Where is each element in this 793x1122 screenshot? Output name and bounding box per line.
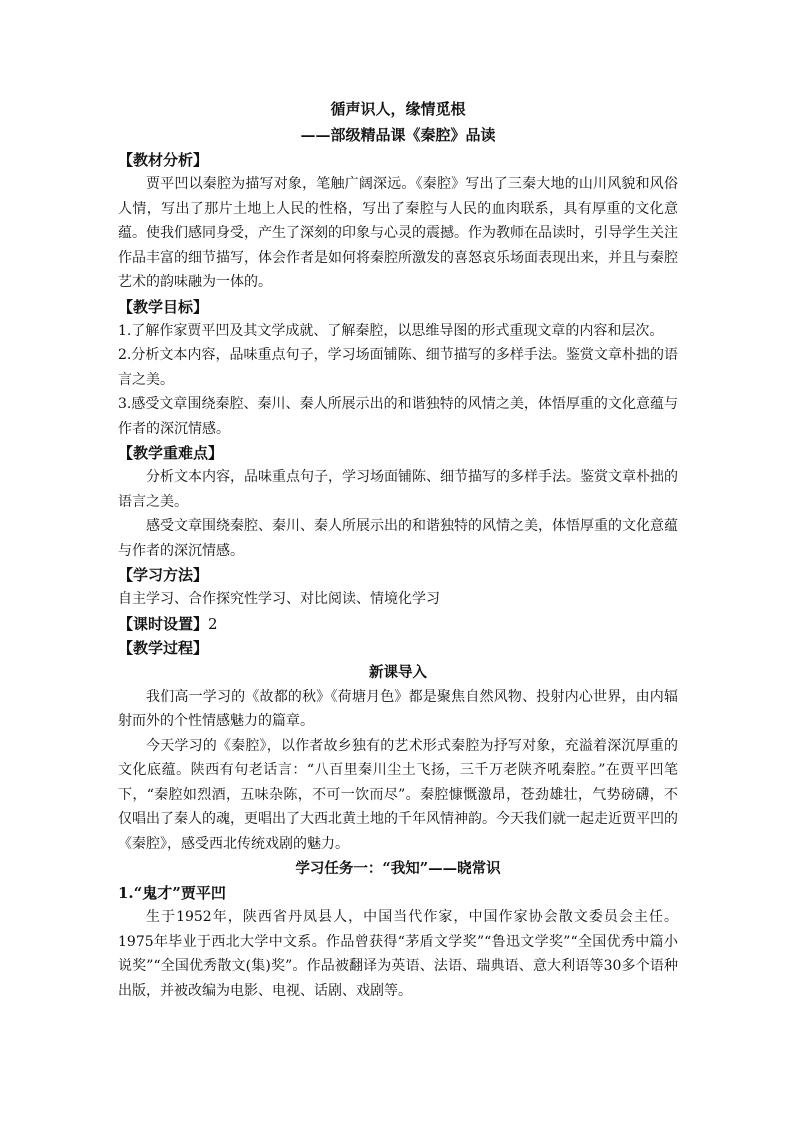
task1-subheading: 1.“鬼才”贾平凹 (118, 884, 226, 902)
task1-heading: 学习任务一：“我知”——晓常识 (295, 860, 501, 877)
task1-paragraph: 生于1952年，陕西省丹凤县人，中国当代作家，中国作家协会散文委员会主任。1975年毕业于西北大学中文系。作品曾获得“茅盾文学奖”“鲁迅文学奖”“全国优秀中篇小说奖”“全国优秀散文(集)奖”。作品被翻译为英语、法语、瑞典语、意大利语等30多个语种出版，并被改编为电影、电视、话剧、戏剧等。 (118, 909, 678, 999)
goal-item-2: 2.分析文本内容，品味重点句子，学习场面铺陈、细节描写的多样手法。鉴赏文章朴拙的语言之美。 (118, 347, 678, 388)
document-subtitle: ——部级精品课《秦腔》品读 (300, 126, 496, 144)
section-heading-hours (118, 612, 678, 636)
method-paragraph: 自主学习、合作探究性学习、对比阅读、情境化学习 (118, 591, 440, 607)
goal-item-3: 3.感受文章围绕秦腔、秦川、秦人所展示出的和谐独特的风情之美，体悟厚重的文化意蕴与作者的深沉情感。 (118, 396, 678, 437)
section-heading-goals: 【教学目标】 (118, 297, 209, 316)
section-heading-method: 【学习方法】 (118, 566, 209, 584)
key-point-1: 分析文本内容，品味重点句子，学习场面铺陈、细节描写的多样手法。鉴赏文章朴拙的语言之美。 (118, 469, 678, 510)
intro-heading: 新课导入 (369, 663, 427, 681)
section-heading-analysis: 【教材分析】 (118, 151, 209, 169)
section-heading-key-points: 【教学重难点】 (118, 444, 224, 462)
document-title: 循声识人，缘情觅根 (330, 100, 466, 118)
intro-paragraph-1: 我们高一学习的《故都的秋》《荷塘月色》都是聚焦自然风物、投射内心世界，由内辐射而外的个性情感魅力的篇章。 (118, 688, 678, 729)
hours-label: 【课时设置】 (118, 614, 209, 633)
analysis-paragraph: 贾平凹以秦腔为描写对象，笔触广阔深远。《秦腔》写出了三秦大地的山川风貌和风俗人情，写出了那片土地上人民的性格，写出了秦腔与人民的血肉联系，具有厚重的文化意蕴。使我们感同身受，产生了深刻的印象与心灵的震撼。作为教师在品读时，引导学生关注作品丰富的细节描写，体会作者是如何将秦腔所激发的喜怒哀乐场面表现出来，并且与秦腔艺术的韵味融为一体的。 (118, 176, 678, 290)
document-page (118, 96, 678, 1003)
hours-value: 2 (208, 614, 218, 633)
intro-paragraph-2: 今天学习的《秦腔》，以作者故乡独有的艺术形式秦腔为抒写对象，充溢着深沉厚重的文化底蕴。陕西有句老话言：“八百里秦川尘土飞扬，三千万老陕齐吼秦腔。”在贾平凹笔下，“秦腔如烈酒，五味杂陈，不可一饮而尽”。秦腔慷慨激昂，苍劲雄壮，气势磅礴，不仅唱出了秦人的魂，更唱出了大西北黄土地的千年风情神韵。今天我们就一起走近贾平凹的《秦腔》，感受西北传统戏剧的魅力。 (118, 737, 678, 852)
key-point-2: 感受文章围绕秦腔、秦川、秦人所展示出的和谐独特的风情之美，体悟厚重的文化意蕴与作者的深沉情感。 (118, 518, 678, 559)
goal-item-1: 1.了解作家贾平凹及其文学成就、了解秦腔，以思维导图的形式重现文章的内容和层次。 (118, 322, 664, 339)
section-heading-process: 【教学过程】 (118, 638, 209, 657)
